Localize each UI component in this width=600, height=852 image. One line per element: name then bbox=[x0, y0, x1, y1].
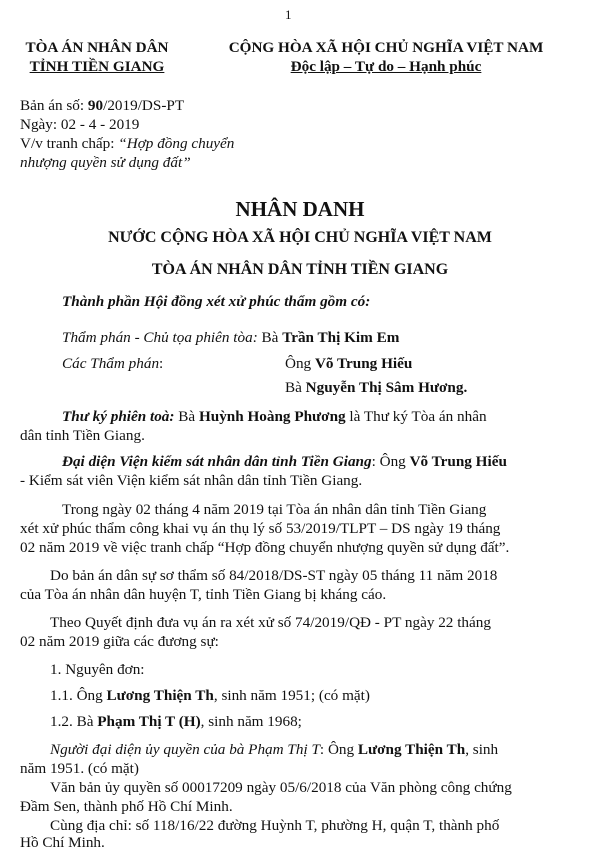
procuracy-line1: Đại diện Viện kiểm sát nhân dân tỉnh Tiền Giang: Ông Võ Trung Hiếu bbox=[62, 453, 507, 470]
court-province: TỈNH TIỀN GIANG bbox=[29, 58, 165, 75]
authorization-line1: Văn bản ủy quyền số 00017209 ngày 05/6/2018 của Văn phòng công chứng bbox=[50, 779, 512, 796]
appeal-paragraph-line2: của Tòa án nhân dân huyện T, tỉnh Tiền Giang bị kháng cáo. bbox=[20, 586, 387, 603]
presiding-judge: Thẩm phán - Chủ tọa phiên tòa: Bà Trần Thị Kim Em bbox=[62, 329, 400, 346]
judges-label: Các Thẩm phán: bbox=[62, 355, 164, 372]
motto-text: Độc lập – Tự do – Hạnh phúc bbox=[290, 58, 482, 75]
title-country: NƯỚC CỘNG HÒA XÃ HỘI CHỦ NGHĨA VIỆT NAM bbox=[108, 229, 492, 246]
address-line1: Cùng địa chỉ: số 118/16/22 đường Huỳnh T, phường H, quận T, thành phố bbox=[50, 817, 500, 834]
court-name-line1: TÒA ÁN NHÂN DÂN bbox=[25, 39, 169, 56]
trial-paragraph-line1: Trong ngày 02 tháng 4 năm 2019 tại Tòa án nhân dân tỉnh Tiền Giang bbox=[62, 501, 487, 518]
page-number: 1 bbox=[285, 7, 292, 22]
clerk-line2: dân tỉnh Tiền Giang. bbox=[20, 427, 145, 444]
title-main: NHÂN DANH bbox=[235, 197, 365, 221]
appeal-paragraph-line1: Do bản án dân sự sơ thẩm số 84/2018/DS-ST ngày 05 tháng 11 năm 2018 bbox=[50, 567, 498, 584]
panel-heading: Thành phần Hội đồng xét xử phúc thẩm gồm có: bbox=[62, 293, 371, 310]
plaintiff-item-1: 1.1. Ông Lương Thiện Th, sinh năm 1951; (có mặt) bbox=[50, 687, 370, 704]
country-name: CỘNG HÒA XÃ HỘI CHỦ NGHĨA VIỆT NAM bbox=[228, 39, 544, 56]
decision-paragraph-line2: 02 năm 2019 giữa các đương sự: bbox=[20, 633, 219, 650]
decision-paragraph-line1: Theo Quyết định đưa vụ án ra xét xử số 74/2019/QĐ - PT ngày 22 tháng bbox=[50, 614, 491, 631]
case-subject-cont: nhượng quyền sử dụng đất” bbox=[20, 154, 191, 171]
case-number: Bản án số: 90/2019/DS-PT bbox=[20, 97, 185, 114]
plaintiff-item-2: 1.2. Bà Phạm Thị T (H), sinh năm 1968; bbox=[50, 713, 302, 730]
representative-line2: năm 1951. (có mặt) bbox=[20, 760, 139, 777]
court-name-line2 bbox=[12, 57, 182, 76]
representative-line1: Người đại diện ủy quyền của bà Phạm Thị T: Ông Lương Thiện Th, sinh bbox=[50, 741, 499, 758]
judge-1: Ông Võ Trung Hiếu bbox=[285, 355, 413, 372]
plaintiff-heading: 1. Nguyên đơn: bbox=[50, 661, 145, 678]
case-date: Ngày: 02 - 4 - 2019 bbox=[20, 116, 140, 133]
procuracy-line2: - Kiểm sát viên Viện kiểm sát nhân dân tỉnh Tiền Giang. bbox=[20, 472, 363, 489]
motto bbox=[194, 57, 578, 76]
case-subject: V/v tranh chấp: “Hợp đồng chuyển bbox=[20, 135, 235, 152]
judge-2: Bà Nguyễn Thị Sâm Hương. bbox=[285, 379, 468, 396]
trial-paragraph-line3: 02 năm 2019 về việc tranh chấp “Hợp đồng chuyển nhượng quyền sử dụng đất”. bbox=[20, 539, 510, 556]
address-line2: Hồ Chí Minh. bbox=[20, 834, 105, 851]
authorization-line2: Đầm Sen, thành phố Hồ Chí Minh. bbox=[20, 798, 233, 815]
title-court: TÒA ÁN NHÂN DÂN TỈNH TIỀN GIANG bbox=[151, 261, 449, 278]
trial-paragraph-line2: xét xử phúc thẩm công khai vụ án thụ lý số 53/2019/TLPT – DS ngày 19 tháng bbox=[20, 520, 501, 537]
clerk-line1: Thư ký phiên toà: Bà Huỳnh Hoàng Phương là Thư ký Tòa án nhân bbox=[62, 408, 487, 425]
